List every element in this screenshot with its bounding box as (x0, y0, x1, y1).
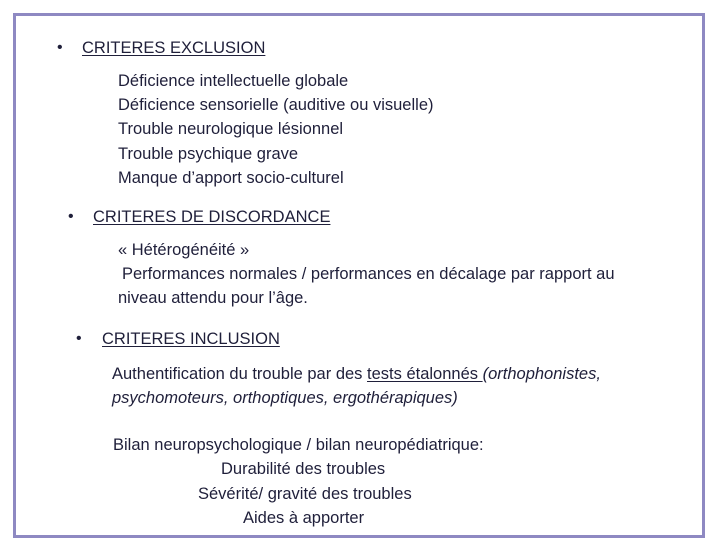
discordance-item: niveau attendu pour l’âge. (118, 289, 308, 307)
bullet-inclusion: • (76, 330, 82, 347)
bilan-sub-item: Durabilité des troubles (221, 460, 386, 478)
authentification-text: Authentification du trouble par des (112, 365, 368, 383)
exclusion-item: Trouble psychique grave (118, 145, 299, 163)
bilan-line: Bilan neuropsychologique / bilan neuropédiatrique: (113, 436, 484, 454)
exclusion-item: Trouble neurologique lésionnel (118, 120, 344, 138)
tests-etalonnes-text: tests étalonnés (367, 365, 483, 383)
authentification-line (112, 364, 601, 384)
exclusion-item: Déficience sensorielle (auditive ou visuelle) (118, 96, 434, 114)
discordance-item: « Hétérogénéité » (118, 241, 250, 259)
heading-criteres-inclusion: CRITERES INCLUSION (102, 330, 280, 348)
professions-text: (orthophonistes, (482, 365, 601, 383)
bullet-exclusion: • (57, 39, 63, 56)
heading-criteres-discordance: CRITERES DE DISCORDANCE (93, 208, 331, 226)
heading-criteres-exclusion: CRITERES EXCLUSION (82, 39, 266, 57)
bilan-sub-item: Sévérité/ gravité des troubles (198, 485, 412, 503)
bilan-sub-item: Aides à apporter (243, 509, 365, 527)
discordance-item: Performances normales / performances en décalage par rapport au (122, 265, 615, 283)
professions-line: psychomoteurs, orthoptiques, ergothérapiques) (112, 389, 458, 407)
bullet-discordance: • (68, 208, 74, 225)
exclusion-item: Déficience intellectuelle globale (118, 72, 349, 90)
exclusion-item: Manque d’apport socio-culturel (118, 169, 344, 187)
